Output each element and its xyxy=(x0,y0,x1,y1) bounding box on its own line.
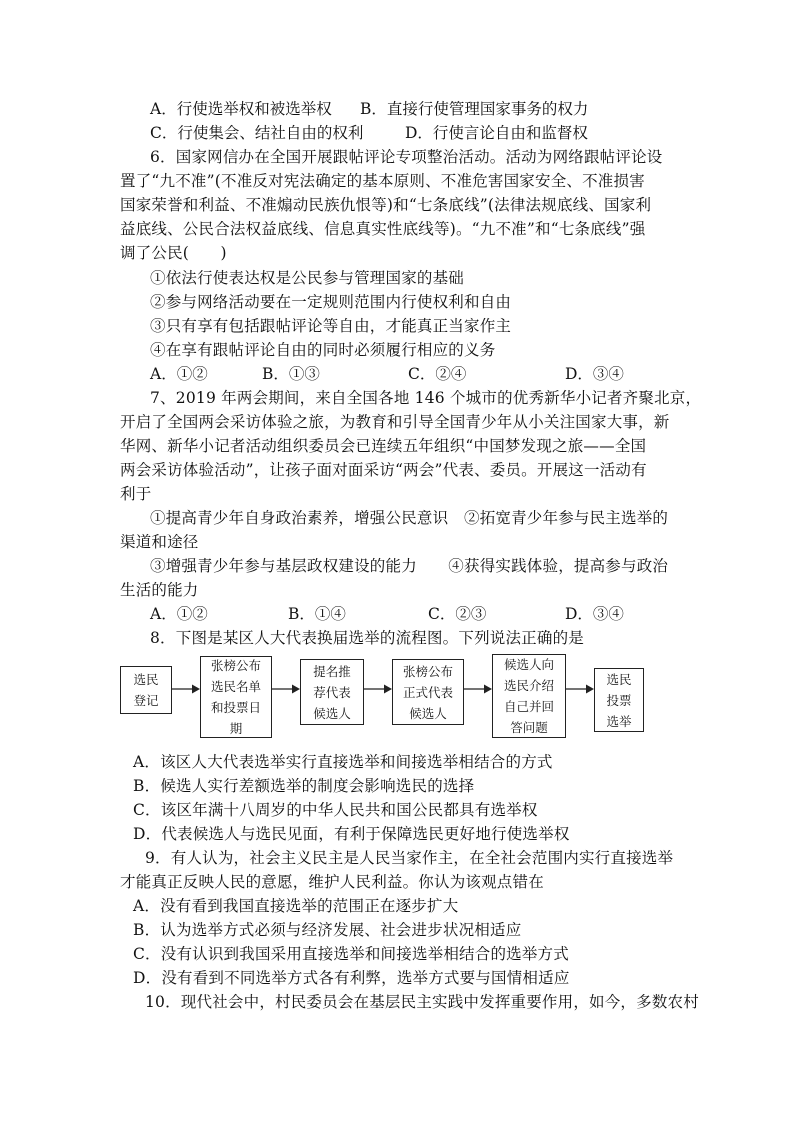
flow-arrow-2 xyxy=(272,683,300,695)
q7-statement-line-2: 渠道和途径 xyxy=(120,533,199,551)
q9-option-a: A．没有看到我国直接选举的范围正在逐步扩大 xyxy=(133,897,459,915)
flow-box-label: 选民 登记 xyxy=(133,672,159,708)
q6-option-c: C．②④ xyxy=(408,365,467,383)
q6-option-b: B．①③ xyxy=(262,365,320,383)
q7-statement-line-3: ③增强青少年参与基层政权建设的能力 ④获得实践体验，提高参与政治 xyxy=(150,557,669,575)
q8-stem: 8．下图是某区人大代表换届选举的流程图。下列说法正确的是 xyxy=(150,629,584,647)
q10-stem: 10．现代社会中，村民委员会在基层民主实践中发挥重要作用，如今，多数农村 xyxy=(145,993,699,1011)
q6-stem-line-1: 6．国家网信办在全国开展跟帖评论专项整治活动。活动为网络跟帖评论设 xyxy=(150,148,663,166)
flow-box-label: 张榜公布 选民名单 和投票日 期 xyxy=(210,658,261,736)
q6-stem-line-3: 国家荣誉和利益、不准煽动民族仇恨等)和“七条底线”(法律法规底线、国家利 xyxy=(120,196,652,214)
q9-option-c: C．没有认识到我国采用直接选举和间接选举相结合的选举方式 xyxy=(133,945,569,963)
q6-statement-4: ④在享有跟帖评论自由的同时必须履行相应的义务 xyxy=(150,341,496,359)
q9-stem-line-1: 9．有人认为，社会主义民主是人民当家作主，在全社会范围内实行直接选举 xyxy=(145,849,674,867)
q8-option-d: D．代表候选人与选民见面，有利于保障选民更好地行使选举权 xyxy=(133,825,570,843)
q5-option-d: D．行使言论自由和监督权 xyxy=(405,124,588,142)
q6-stem-line-2: 置了“九不准”(不准反对宪法确定的基本原则、不准危害国家安全、不准损害 xyxy=(120,172,645,190)
flow-box-label: 候选人向 选民介绍 自己并回 答问题 xyxy=(503,657,554,735)
flow-arrow-1 xyxy=(172,683,200,695)
q8-option-b: B．候选人实行差额选举的制度会影响选民的选择 xyxy=(133,777,475,795)
q7-statement-line-1: ①提高青少年自身政治素养，增强公民意识 ②拓宽青少年参与民主选举的 xyxy=(150,509,669,527)
q6-statement-2: ②参与网络活动要在一定规则范围内行使权利和自由 xyxy=(150,293,512,311)
q5-option-c: C．行使集会、结社自由的权利 xyxy=(150,124,364,142)
q6-stem-line-5: 调了公民( ) xyxy=(120,244,227,262)
q7-option-a: A．①② xyxy=(150,605,208,623)
q6-statement-1: ①依法行使表达权是公民参与管理国家的基础 xyxy=(150,269,465,287)
q6-stem-line-4: 益底线、公民合法权益底线、信息真实性底线等)。“九不准”和“七条底线”强 xyxy=(120,220,646,238)
q7-stem-line-4: 两会采访体验活动”，让孩子面对面采访“两会”代表、委员。开展这一活动有 xyxy=(120,461,647,479)
q6-option-d: D．③④ xyxy=(565,365,624,383)
q5-option-b: B．直接行使管理国家事务的权力 xyxy=(360,100,589,118)
flow-box-label: 选民 投票 选举 xyxy=(606,671,632,729)
q7-statement-line-4: 生活的能力 xyxy=(120,581,199,599)
flow-arrow-5 xyxy=(566,683,594,695)
q8-option-c: C．该区年满十八周岁的中华人民共和国公民都具有选举权 xyxy=(133,801,538,819)
q9-stem-line-2: 才能真正反映人民的意愿，维护人民利益。你认为该观点错在 xyxy=(120,873,544,891)
q7-stem-line-5: 利于 xyxy=(120,485,152,503)
flow-box-publish-official-candidates xyxy=(392,659,464,725)
q6-statement-3: ③只有享有包括跟帖评论等自由，才能真正当家作主 xyxy=(150,317,512,335)
flow-box-voting xyxy=(594,668,644,732)
q7-stem-line-3: 华网、新华小记者活动组织委员会已连续五年组织“中国梦发现之旅——全国 xyxy=(120,437,647,455)
q9-option-d: D．没有看到不同选举方式各有利弊，选举方式要与国情相适应 xyxy=(133,969,570,987)
q8-option-a: A．该区人大代表选举实行直接选举和间接选举相结合的方式 xyxy=(133,753,553,771)
q7-option-c: C．②③ xyxy=(428,605,487,623)
flow-arrow-4 xyxy=(464,683,492,695)
q7-stem-line-2: 开启了全国两会采访体验之旅，为教育和引导全国青少年从小关注国家大事，新 xyxy=(120,413,670,431)
q7-option-b: B．①④ xyxy=(288,605,346,623)
flow-arrow-3 xyxy=(364,683,392,695)
flow-box-candidates-meet-voters xyxy=(492,654,566,738)
q7-option-d: D．③④ xyxy=(565,605,624,623)
flow-box-label: 张榜公布 正式代表 候选人 xyxy=(402,663,453,721)
q6-option-a: A．①② xyxy=(150,365,208,383)
q5-option-a: A．行使选举权和被选举权 xyxy=(150,100,332,118)
flow-box-publish-voter-list xyxy=(200,656,272,738)
flow-box-nominate-candidates xyxy=(300,659,364,725)
q7-stem-line-1: 7、2019 年两会期间，来自全国各地 146 个城市的优秀新华小记者齐聚北京， xyxy=(150,389,702,407)
flow-box-voter-registration xyxy=(120,666,172,714)
q9-option-b: B．认为选举方式必须与经济发展、社会进步状况相适应 xyxy=(133,921,522,939)
flow-box-label: 提名推 荐代表 候选人 xyxy=(313,663,351,721)
